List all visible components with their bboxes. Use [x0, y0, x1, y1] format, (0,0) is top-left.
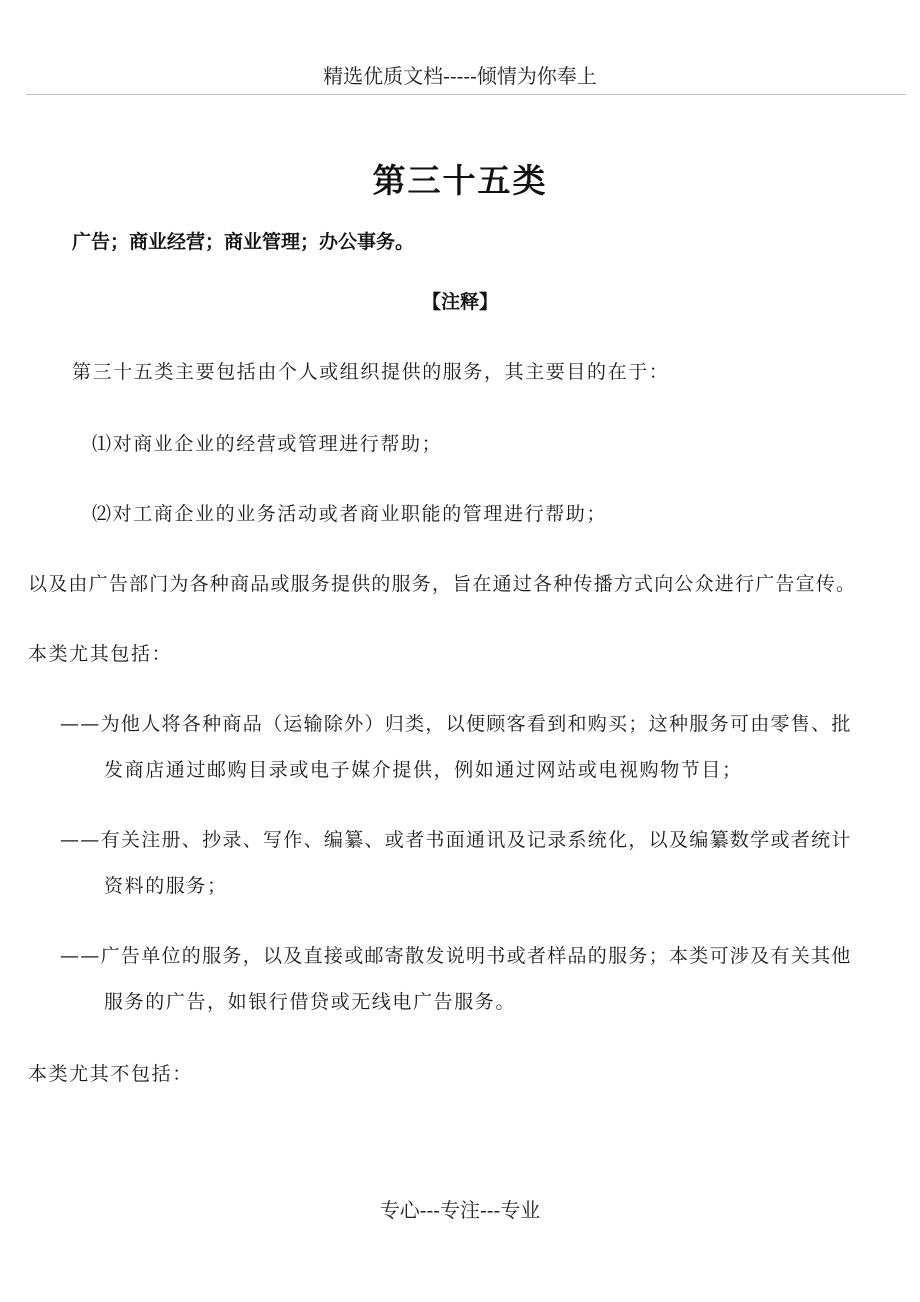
page-header: 精选优质文档-----倾情为你奉上	[323, 64, 597, 88]
note-heading: 【注释】	[421, 291, 498, 313]
excludes-heading: 本类尤其不包括：	[28, 1063, 193, 1085]
includes-item-3-line-2: 服务的广告，如银行借贷或无线电广告服务。	[104, 991, 517, 1013]
includes-item-1-line-2: 发商店通过邮购目录或电子媒介提供，例如通过网站或电视购物节目；	[104, 759, 743, 781]
document-title: 第三十五类	[372, 161, 548, 200]
includes-item-2-line-2: 资料的服务；	[104, 875, 228, 897]
intro-paragraph: 第三十五类主要包括由个人或组织提供的服务，其主要目的在于：	[72, 361, 670, 383]
purpose-item-2: ⑵对工商企业的业务活动或者商业职能的管理进行帮助；	[92, 503, 608, 525]
purpose-item-1: ⑴对商业企业的经营或管理进行帮助；	[92, 433, 443, 455]
includes-item-3-line-1: ——广告单位的服务，以及直接或邮寄散发说明书或者样品的服务；本类可涉及有关其他	[60, 945, 852, 967]
includes-item-2-line-1: ——有关注册、抄录、写作、编纂、或者书面通讯及记录系统化，以及编纂数学或者统计	[60, 829, 852, 851]
includes-heading: 本类尤其包括：	[28, 643, 173, 665]
also-paragraph: 以及由广告部门为各种商品或服务提供的服务，旨在通过各种传播方式向公众进行广告宣传。	[28, 573, 857, 595]
includes-item-1-line-1: ——为他人将各种商品（运输除外）归类，以便顾客看到和购买；这种服务可由零售、批	[60, 713, 852, 735]
header-divider	[26, 94, 906, 95]
document-subtitle: 广告；商业经营；商业管理；办公事务。	[72, 231, 415, 253]
page-footer: 专心---专注---专业	[379, 1198, 541, 1222]
